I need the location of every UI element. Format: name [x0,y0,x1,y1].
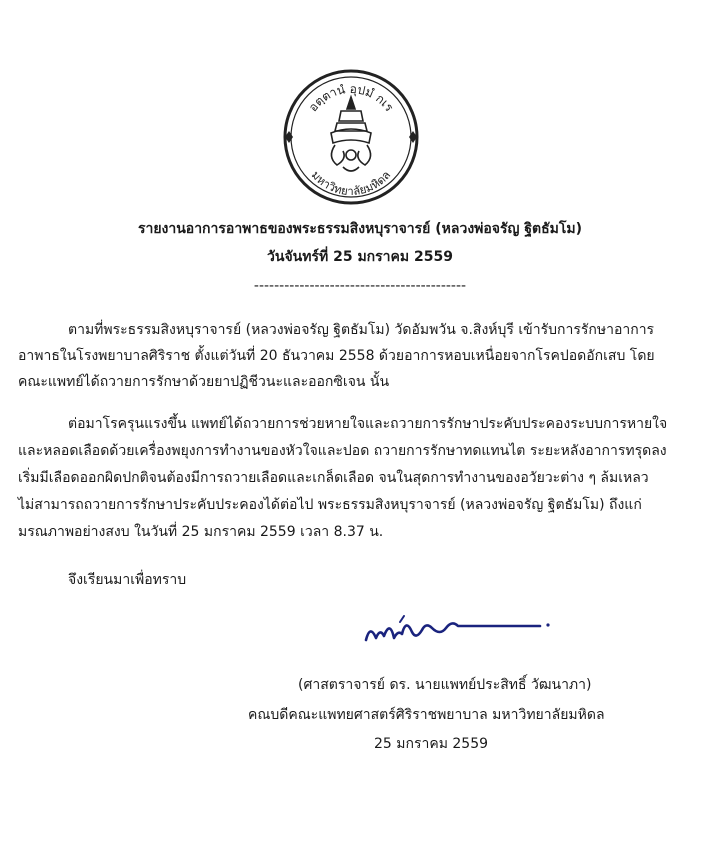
document-title: รายงานอาการอาพาธของพระธรรมสิงหบุราจารย์ (หลวงพ่อจรัญ ฐิตธัมโม) [137,221,583,237]
svg-text:มหาวิทยาลัยมหิดล: มหาวิทยาลัยมหิดล [308,167,394,199]
handwritten-signature-icon [360,610,560,650]
paragraph-2-line: ไม่สามารถถวายการรักษาประคับประคองได้ต่อไป พระธรรมสิงหบุราจารย์ (หลวงพ่อจรัญ ฐิตธัมโม) ถึงแก่ [18,497,642,513]
paragraph-2-line: ต่อมาโรครุนแรงขึ้น แพทย์ได้ถวายการช่วยหายใจและถวายการรักษาประคับประคองระบบการหายใจ [68,416,668,432]
paragraph-1-line: อาพาธในโรงพยาบาลศิริราช ตั้งแต่วันที่ 20 ธันวาคม 2558 ด้วยอาการหอบเหนื่อยจากโรคปอดอักเสบ โดย [18,348,655,364]
svg-text:อตฺตานํ อุปมํ กเร: อตฺตานํ อุปมํ กเร [305,81,397,115]
signatory-name: (ศาสตราจารย์ ดร. นายแพทย์ประสิทธิ์ วัฒนาภา) [298,677,592,693]
signatory-position: คณบดีคณะแพทยศาสตร์ศิริราชพยาบาล มหาวิทยาลัยมหิดล [248,707,605,723]
signature-date: 25 มกราคม 2559 [374,736,489,752]
mahidol-seal-icon [277,63,425,211]
paragraph-2-line: และหลอดเลือดด้วยเครื่องพยุงการทำงานของหัวใจและปอด ถวายการรักษาทดแทนไต ระยะหลังอาการทรุดลง [18,443,667,459]
paragraph-1-line: ตามที่พระธรรมสิงหบุราจารย์ (หลวงพ่อจรัญ ฐิตธัมโม) วัดอัมพวัน จ.สิงห์บุรี เข้ารับการรักษาอาการ [68,322,655,338]
paragraph-1-line: คณะแพทย์ได้ถวายการรักษาด้วยยาปฏิชีวนะและออกซิเจน นั้น [18,374,390,390]
paragraph-2-line: มรณภาพอย่างสงบ ในวันที่ 25 มกราคม 2559 เวลา 8.37 น. [18,524,384,540]
document-date: วันจันทร์ที่ 25 มกราคม 2559 [267,249,453,265]
closing-text: จึงเรียนมาเพื่อทราบ [68,572,187,588]
header-divider: ------------------------------------------ [253,278,467,294]
paragraph-2-line: เริ่มมีเลือดออกผิดปกติจนต้องมีการถวายเลือดและเกล็ดเลือด จนในสุดการทำงานของอวัยวะต่าง ๆ ล้มเหลว [18,470,649,486]
